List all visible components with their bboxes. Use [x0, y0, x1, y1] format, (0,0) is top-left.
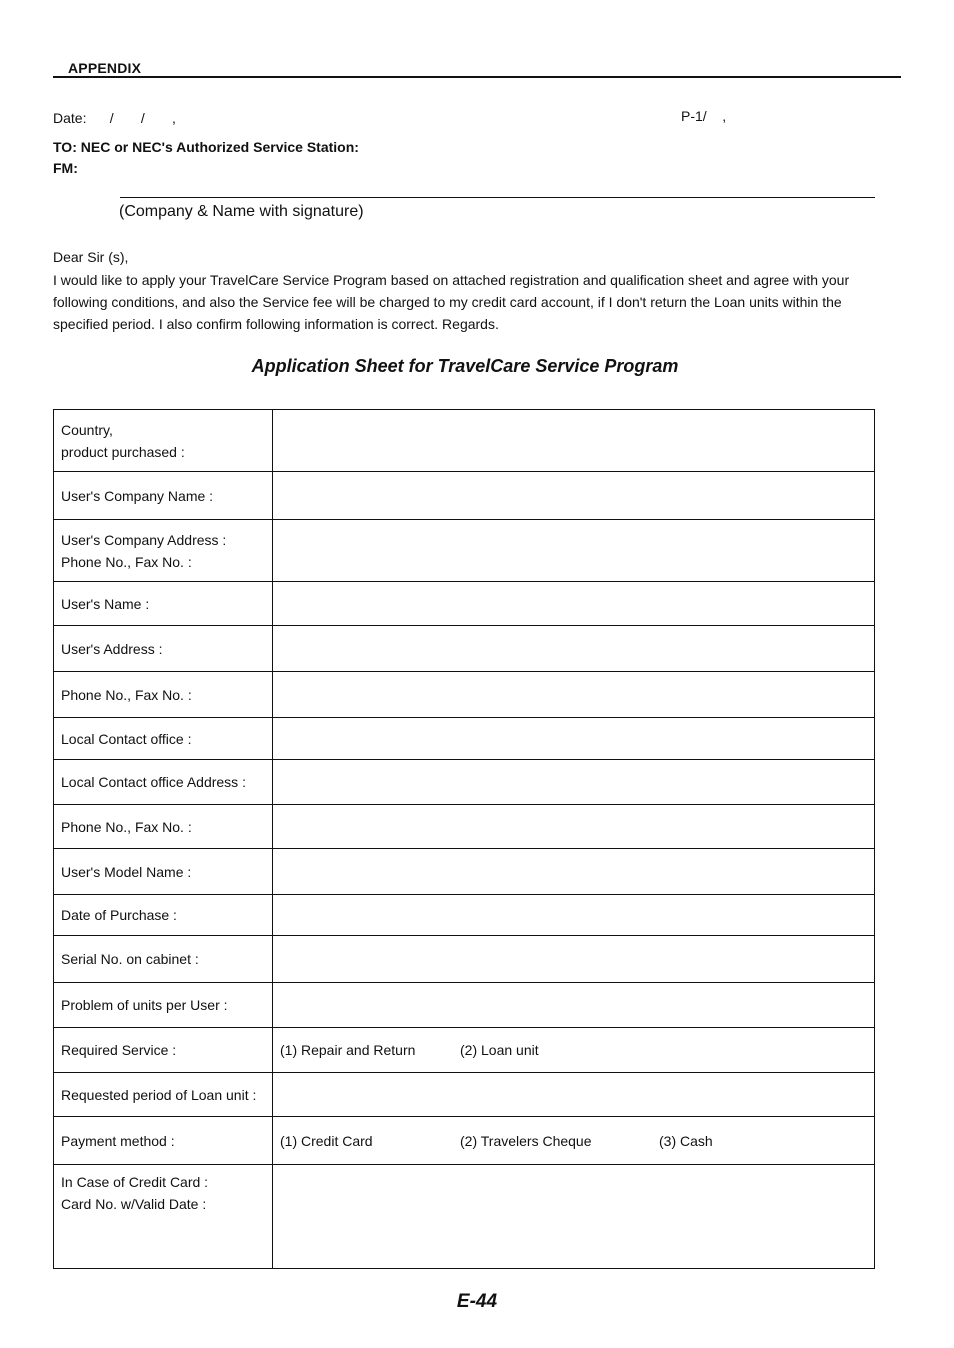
page-number: E-44 [456, 1291, 498, 1312]
date-line: Date: / / , [53, 110, 176, 126]
form-row-user-address [54, 626, 875, 672]
field-label: Problem of units per User : [54, 983, 273, 1028]
header-rule [53, 76, 901, 78]
form-row-serial-number [54, 936, 875, 983]
salutation: Dear Sir (s), [53, 249, 129, 265]
field-value-serial-number[interactable] [273, 936, 875, 983]
application-form-table [53, 409, 875, 1269]
field-label: User's Company Name : [54, 472, 273, 520]
field-value-user-name[interactable] [273, 582, 875, 626]
field-value-local-office-phone[interactable] [273, 805, 875, 849]
section-label: APPENDIX [68, 60, 142, 76]
field-label: Local Contact office Address : [54, 760, 273, 805]
field-label: Payment method : [54, 1117, 273, 1165]
field-label: Phone No., Fax No. : [54, 672, 273, 718]
form-row-problem [54, 983, 875, 1028]
field-value-local-office[interactable] [273, 718, 875, 760]
recipient-line: TO: NEC or NEC's Authorized Service Station: [53, 139, 359, 155]
field-label [54, 520, 273, 582]
field-value-model-name[interactable] [273, 849, 875, 895]
form-row-local-office-address [54, 760, 875, 805]
sender-line: FM: [53, 160, 78, 176]
field-label: User's Model Name : [54, 849, 273, 895]
field-label-line: Phone No., Fax No. : [61, 553, 192, 570]
field-label-line: Country, [61, 421, 113, 438]
form-row-company-address [54, 520, 875, 582]
field-value-required-service [273, 1028, 875, 1073]
field-label [54, 1165, 273, 1269]
service-option-loan[interactable]: (2) Loan unit [460, 1042, 539, 1058]
payment-option-credit-card[interactable]: (1) Credit Card [280, 1132, 373, 1149]
form-row-user-name [54, 582, 875, 626]
payment-option-travelers-cheque[interactable]: (2) Travelers Cheque [460, 1132, 592, 1149]
field-value-purchase-date[interactable] [273, 895, 875, 936]
field-label [54, 410, 273, 472]
form-row-local-office-phone [54, 805, 875, 849]
form-row-payment-method [54, 1117, 875, 1165]
form-row-user-phone [54, 672, 875, 718]
field-value-local-office-address[interactable] [273, 760, 875, 805]
form-row-credit-card [54, 1165, 875, 1269]
letter-body: I would like to apply your TravelCare Service Program based on attached registration and qualification sheet and agree with your following conditions, and also the Service fee will be charged to my credit card account, if I don't return the Loan units within the specified period. I also confirm following information is correct. Regards. [53, 272, 850, 332]
field-label-line: Card No. w/Valid Date : [61, 1196, 207, 1212]
field-label: User's Name : [54, 582, 273, 626]
field-label: Requested period of Loan unit : [54, 1073, 273, 1117]
form-row-company-name [54, 472, 875, 520]
field-label: User's Address : [54, 626, 273, 672]
service-option-repair[interactable]: (1) Repair and Return [280, 1042, 416, 1058]
field-value-problem[interactable] [273, 983, 875, 1028]
signature-caption: (Company & Name with signature) [119, 203, 364, 220]
form-title: Application Sheet for TravelCare Service Program [251, 356, 679, 376]
form-row-country [54, 410, 875, 472]
field-value-loan-period[interactable] [273, 1073, 875, 1117]
form-row-model-name [54, 849, 875, 895]
field-value-payment-method [273, 1117, 875, 1165]
field-label-line: product purchased : [61, 443, 185, 460]
field-value-user-phone[interactable] [273, 672, 875, 718]
form-row-local-office [54, 718, 875, 760]
form-row-loan-period [54, 1073, 875, 1117]
field-value-company-address[interactable] [273, 520, 875, 582]
field-label: Phone No., Fax No. : [54, 805, 273, 849]
field-label-line: In Case of Credit Card : [61, 1174, 209, 1190]
form-row-required-service [54, 1028, 875, 1073]
field-value-country[interactable] [273, 410, 875, 472]
field-label: Required Service : [54, 1028, 273, 1073]
field-value-credit-card[interactable] [273, 1165, 875, 1269]
form-row-purchase-date [54, 895, 875, 936]
field-label: Date of Purchase : [54, 895, 273, 936]
page-reference: P-1/ , [681, 108, 727, 124]
field-value-company-name[interactable] [273, 472, 875, 520]
field-label: Serial No. on cabinet : [54, 936, 273, 983]
signature-line [120, 197, 875, 198]
field-value-user-address[interactable] [273, 626, 875, 672]
field-label: Local Contact office : [54, 718, 273, 760]
payment-option-cash[interactable]: (3) Cash [659, 1132, 713, 1149]
field-label-line: User's Company Address : [61, 531, 227, 548]
